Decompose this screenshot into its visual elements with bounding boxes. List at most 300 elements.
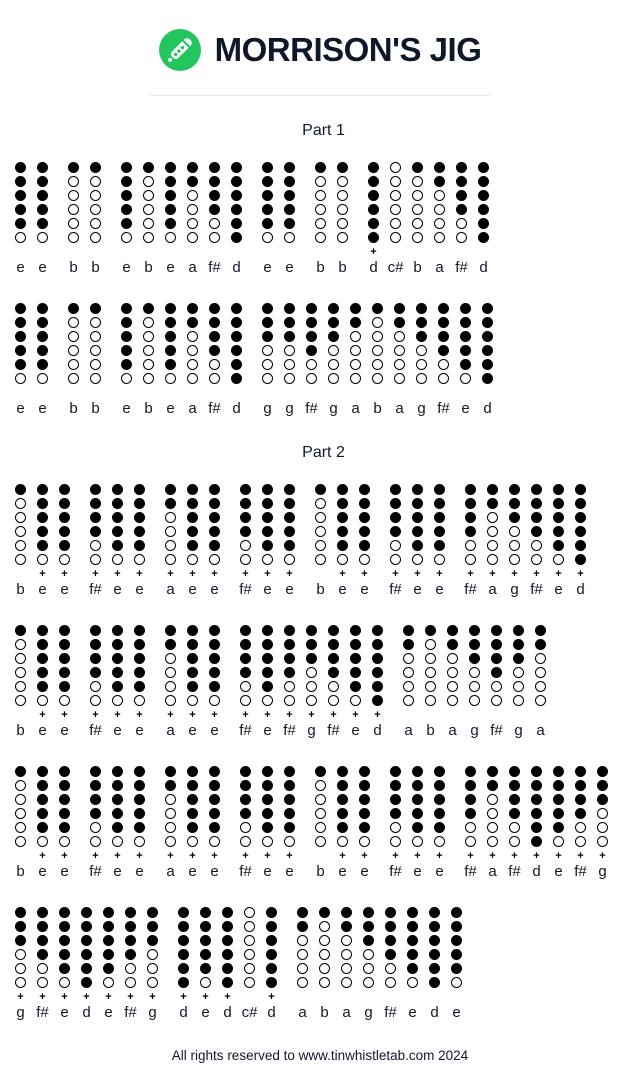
hole-covered-icon	[368, 162, 379, 173]
hole-covered-icon	[209, 498, 220, 509]
hole-covered-icon	[306, 639, 317, 650]
note-label: e	[338, 863, 347, 880]
hole-covered-icon	[266, 921, 277, 932]
hole-covered-icon	[513, 653, 524, 664]
hole-covered-icon	[482, 359, 493, 370]
note-label: e	[210, 722, 219, 739]
hole-covered-icon	[121, 190, 132, 201]
note-label: a	[404, 722, 413, 739]
hole-covered-icon	[509, 766, 520, 777]
hole-stack	[143, 303, 154, 384]
hole-covered-icon	[165, 331, 176, 342]
hole-covered-icon	[112, 625, 123, 636]
hole-covered-icon	[451, 949, 462, 960]
hole-covered-icon	[262, 526, 273, 537]
hole-covered-icon	[222, 963, 233, 974]
hole-stack	[37, 303, 48, 384]
hole-covered-icon	[165, 484, 176, 495]
hole-open-icon	[363, 977, 374, 988]
hole-stack	[37, 766, 48, 847]
measure-group	[315, 162, 348, 277]
octave-plus-marker	[394, 387, 405, 400]
measure-group	[121, 303, 242, 418]
hole-open-icon	[434, 204, 445, 215]
plus-sign: +	[436, 850, 443, 862]
hole-open-icon	[337, 218, 348, 229]
note-label-row	[59, 863, 70, 881]
hole-covered-icon	[531, 836, 542, 847]
hole-covered-icon	[59, 935, 70, 946]
octave-plus-marker	[15, 850, 26, 863]
note-label-row	[315, 863, 326, 881]
note-label-row	[90, 581, 101, 599]
hole-covered-icon	[15, 190, 26, 201]
hole-open-icon	[509, 526, 520, 537]
hole-open-icon	[121, 373, 132, 384]
note-label: b	[69, 400, 78, 417]
hole-open-icon	[337, 836, 348, 847]
measure-group	[90, 766, 145, 881]
note-label-row	[509, 581, 520, 599]
hole-stack	[284, 484, 295, 565]
hole-covered-icon	[37, 190, 48, 201]
note-label: b	[316, 259, 325, 276]
hole-covered-icon	[134, 526, 145, 537]
note-label: e	[263, 581, 272, 598]
note-label: e	[554, 581, 563, 598]
hole-covered-icon	[240, 639, 251, 650]
note-label: a	[166, 581, 175, 598]
hole-open-icon	[209, 218, 220, 229]
hole-covered-icon	[178, 949, 189, 960]
hole-stack	[262, 484, 273, 565]
octave-plus-marker	[59, 850, 70, 863]
note-label-row	[359, 863, 370, 881]
octave-plus-marker	[59, 991, 70, 1004]
hole-stack	[553, 484, 564, 565]
octave-plus-marker	[209, 568, 220, 581]
hole-open-icon	[200, 977, 211, 988]
hole-stack	[434, 162, 445, 243]
octave-plus-marker	[328, 387, 339, 400]
plus-sign: +	[264, 568, 271, 580]
hole-open-icon	[531, 540, 542, 551]
hole-open-icon	[403, 653, 414, 664]
hole-open-icon	[328, 345, 339, 356]
note-label: e	[135, 581, 144, 598]
hole-covered-icon	[68, 303, 79, 314]
hole-covered-icon	[240, 794, 251, 805]
hole-covered-icon	[328, 625, 339, 636]
hole-covered-icon	[231, 204, 242, 215]
note-label: e	[413, 581, 422, 598]
hole-covered-icon	[112, 653, 123, 664]
note-label: e	[60, 581, 69, 598]
hole-covered-icon	[15, 921, 26, 932]
hole-open-icon	[513, 695, 524, 706]
hole-covered-icon	[372, 653, 383, 664]
hole-covered-icon	[465, 780, 476, 791]
hole-stack	[337, 484, 348, 565]
hole-open-icon	[513, 667, 524, 678]
hole-covered-icon	[553, 822, 564, 833]
octave-plus-marker	[319, 991, 330, 1004]
hole-covered-icon	[368, 190, 379, 201]
note-label-row	[447, 722, 458, 740]
note-label-row	[103, 1004, 114, 1022]
note-label: a	[448, 722, 457, 739]
hole-open-icon	[284, 373, 295, 384]
hole-covered-icon	[37, 526, 48, 537]
hole-stack	[363, 907, 374, 988]
note-column	[465, 484, 476, 599]
hole-covered-icon	[15, 162, 26, 173]
hole-covered-icon	[37, 345, 48, 356]
hole-stack	[447, 625, 458, 706]
hole-open-icon	[438, 359, 449, 370]
hole-covered-icon	[359, 484, 370, 495]
hole-open-icon	[59, 554, 70, 565]
hole-open-icon	[372, 345, 383, 356]
hole-open-icon	[315, 526, 326, 537]
octave-plus-marker	[231, 387, 242, 400]
octave-plus-marker	[487, 850, 498, 863]
note-label: f#	[437, 400, 450, 417]
measure-group	[390, 766, 445, 881]
hole-open-icon	[297, 977, 308, 988]
hole-covered-icon	[412, 822, 423, 833]
hole-open-icon	[244, 949, 255, 960]
hole-open-icon	[15, 540, 26, 551]
hole-covered-icon	[187, 667, 198, 678]
hole-open-icon	[125, 977, 136, 988]
octave-plus-marker	[434, 246, 445, 259]
hole-covered-icon	[372, 695, 383, 706]
hole-stack	[37, 907, 48, 988]
hole-open-icon	[15, 526, 26, 537]
hole-covered-icon	[59, 526, 70, 537]
hole-covered-icon	[359, 540, 370, 551]
hole-open-icon	[403, 667, 414, 678]
hole-open-icon	[15, 373, 26, 384]
hole-stack	[125, 907, 136, 988]
note-label-row	[178, 1004, 189, 1022]
note-label-row	[165, 581, 176, 599]
note-column	[337, 484, 348, 599]
note-label: e	[16, 400, 25, 417]
hole-covered-icon	[412, 512, 423, 523]
hole-covered-icon	[59, 808, 70, 819]
hole-covered-icon	[134, 484, 145, 495]
hole-covered-icon	[531, 498, 542, 509]
octave-plus-marker	[90, 246, 101, 259]
plus-sign: +	[61, 991, 68, 1003]
hole-covered-icon	[209, 204, 220, 215]
octave-plus-marker	[482, 387, 493, 400]
hole-covered-icon	[231, 303, 242, 314]
hole-covered-icon	[134, 639, 145, 650]
plus-sign: +	[136, 850, 143, 862]
hole-covered-icon	[575, 512, 586, 523]
note-label-row	[403, 722, 414, 740]
octave-plus-marker	[112, 709, 123, 722]
hole-open-icon	[319, 977, 330, 988]
octave-plus-marker	[103, 991, 114, 1004]
hole-covered-icon	[121, 317, 132, 328]
hole-stack	[478, 162, 489, 243]
hole-covered-icon	[187, 681, 198, 692]
hole-covered-icon	[478, 204, 489, 215]
hole-stack	[425, 625, 436, 706]
note-label-row	[209, 581, 220, 599]
hole-covered-icon	[284, 808, 295, 819]
hole-covered-icon	[37, 822, 48, 833]
octave-plus-marker	[15, 246, 26, 259]
note-column	[165, 625, 176, 740]
hole-covered-icon	[37, 204, 48, 215]
hole-open-icon	[90, 359, 101, 370]
hole-open-icon	[143, 190, 154, 201]
hole-covered-icon	[240, 484, 251, 495]
hole-open-icon	[284, 681, 295, 692]
hole-covered-icon	[434, 822, 445, 833]
note-label-row	[478, 259, 489, 277]
hole-covered-icon	[178, 907, 189, 918]
note-column	[90, 162, 101, 277]
hole-covered-icon	[315, 484, 326, 495]
hole-stack	[412, 484, 423, 565]
note-label: e	[210, 581, 219, 598]
tab-row	[15, 766, 632, 881]
hole-covered-icon	[575, 554, 586, 565]
hole-covered-icon	[262, 681, 273, 692]
hole-covered-icon	[240, 625, 251, 636]
plus-sign: +	[39, 850, 46, 862]
hole-covered-icon	[59, 766, 70, 777]
hole-stack	[165, 303, 176, 384]
octave-plus-marker	[429, 991, 440, 1004]
hole-covered-icon	[81, 921, 92, 932]
hole-open-icon	[15, 653, 26, 664]
octave-plus-marker	[187, 246, 198, 259]
hole-covered-icon	[165, 766, 176, 777]
note-label-row	[143, 400, 154, 418]
hole-open-icon	[165, 808, 176, 819]
octave-plus-marker	[15, 387, 26, 400]
note-label: d	[576, 581, 585, 598]
hole-stack	[187, 625, 198, 706]
note-column	[37, 907, 48, 1022]
note-label-row	[284, 722, 295, 740]
note-column	[412, 766, 423, 881]
hole-stack	[403, 625, 414, 706]
hole-open-icon	[165, 653, 176, 664]
hole-stack	[390, 766, 401, 847]
note-column	[37, 625, 48, 740]
hole-open-icon	[412, 190, 423, 201]
hole-stack	[15, 162, 26, 243]
hole-covered-icon	[328, 331, 339, 342]
note-column	[209, 484, 220, 599]
note-column	[187, 484, 198, 599]
hole-stack	[328, 303, 339, 384]
hole-covered-icon	[231, 331, 242, 342]
octave-plus-marker	[15, 991, 26, 1004]
plus-sign: +	[286, 709, 293, 721]
hole-open-icon	[147, 963, 158, 974]
octave-plus-marker	[240, 568, 251, 581]
hole-open-icon	[90, 204, 101, 215]
octave-plus-marker	[425, 709, 436, 722]
hole-stack	[262, 766, 273, 847]
hole-open-icon	[284, 695, 295, 706]
hole-open-icon	[363, 949, 374, 960]
note-column	[509, 484, 520, 599]
hole-stack	[297, 907, 308, 988]
hole-open-icon	[15, 681, 26, 692]
hole-covered-icon	[359, 526, 370, 537]
note-label-row	[368, 259, 379, 277]
hole-covered-icon	[81, 949, 92, 960]
octave-plus-marker	[465, 568, 476, 581]
hole-open-icon	[394, 331, 405, 342]
note-label: c#	[241, 1004, 258, 1021]
hole-stack	[266, 907, 277, 988]
hole-covered-icon	[59, 625, 70, 636]
hole-covered-icon	[513, 625, 524, 636]
hole-covered-icon	[434, 512, 445, 523]
note-column	[121, 162, 132, 277]
note-label-row	[241, 1004, 258, 1022]
plus-sign: +	[114, 850, 121, 862]
hole-covered-icon	[231, 176, 242, 187]
hole-stack	[262, 625, 273, 706]
hole-covered-icon	[416, 317, 427, 328]
hole-covered-icon	[407, 949, 418, 960]
hole-stack	[240, 625, 251, 706]
hole-covered-icon	[15, 625, 26, 636]
octave-plus-marker	[306, 387, 317, 400]
hole-open-icon	[143, 204, 154, 215]
hole-covered-icon	[509, 794, 520, 805]
measure-group	[297, 907, 462, 1022]
note-column	[15, 303, 26, 418]
hole-covered-icon	[284, 303, 295, 314]
hole-covered-icon	[306, 303, 317, 314]
note-label-row	[434, 581, 445, 599]
note-column	[143, 162, 154, 277]
hole-open-icon	[531, 554, 542, 565]
hole-open-icon	[416, 373, 427, 384]
octave-plus-marker	[328, 709, 339, 722]
note-column	[231, 303, 242, 418]
octave-plus-marker	[315, 850, 326, 863]
note-label-row	[231, 259, 242, 277]
hole-covered-icon	[165, 190, 176, 201]
hole-covered-icon	[407, 907, 418, 918]
hole-covered-icon	[575, 540, 586, 551]
plus-sign: +	[330, 709, 337, 721]
hole-covered-icon	[434, 176, 445, 187]
hole-open-icon	[187, 218, 198, 229]
note-label: e	[435, 863, 444, 880]
hole-open-icon	[143, 317, 154, 328]
hole-covered-icon	[209, 331, 220, 342]
hole-covered-icon	[240, 667, 251, 678]
hole-stack	[350, 303, 361, 384]
octave-plus-marker	[222, 991, 233, 1004]
hole-covered-icon	[359, 794, 370, 805]
hole-covered-icon	[231, 232, 242, 243]
hole-covered-icon	[37, 218, 48, 229]
note-label: e	[135, 863, 144, 880]
octave-plus-marker	[165, 246, 176, 259]
hole-covered-icon	[407, 921, 418, 932]
hole-open-icon	[403, 681, 414, 692]
hole-covered-icon	[209, 540, 220, 551]
hole-open-icon	[597, 808, 608, 819]
measure-group	[15, 484, 70, 599]
hole-stack	[284, 766, 295, 847]
hole-open-icon	[240, 822, 251, 833]
hole-stack	[487, 766, 498, 847]
hole-open-icon	[350, 345, 361, 356]
hole-covered-icon	[465, 808, 476, 819]
octave-plus-marker	[390, 850, 401, 863]
plus-sign: +	[224, 991, 231, 1003]
note-label-row	[372, 722, 383, 740]
note-label: a	[536, 722, 545, 739]
hole-covered-icon	[59, 963, 70, 974]
note-label-row	[59, 722, 70, 740]
hole-open-icon	[147, 977, 158, 988]
hole-covered-icon	[328, 317, 339, 328]
hole-stack	[231, 162, 242, 243]
hole-open-icon	[456, 232, 467, 243]
plus-sign: +	[92, 850, 99, 862]
hole-covered-icon	[231, 345, 242, 356]
hole-open-icon	[319, 921, 330, 932]
note-label: e	[338, 581, 347, 598]
plus-sign: +	[264, 850, 271, 862]
hole-stack	[412, 766, 423, 847]
note-label: e	[285, 863, 294, 880]
note-column	[165, 303, 176, 418]
measure-group	[465, 484, 586, 599]
note-column	[241, 907, 258, 1022]
hole-covered-icon	[482, 345, 493, 356]
hole-open-icon	[187, 204, 198, 215]
hole-stack	[209, 766, 220, 847]
octave-plus-marker	[209, 246, 220, 259]
hole-covered-icon	[575, 794, 586, 805]
note-column	[553, 766, 564, 881]
note-column	[15, 162, 26, 277]
hole-stack	[178, 907, 189, 988]
note-label: e	[166, 259, 175, 276]
hole-open-icon	[134, 836, 145, 847]
hole-stack	[315, 766, 326, 847]
plus-sign: +	[467, 568, 474, 580]
hole-open-icon	[68, 232, 79, 243]
note-column	[103, 907, 114, 1022]
hole-open-icon	[509, 822, 520, 833]
hole-open-icon	[187, 373, 198, 384]
hole-open-icon	[143, 345, 154, 356]
note-column	[240, 766, 251, 881]
hole-open-icon	[341, 935, 352, 946]
hole-covered-icon	[337, 766, 348, 777]
